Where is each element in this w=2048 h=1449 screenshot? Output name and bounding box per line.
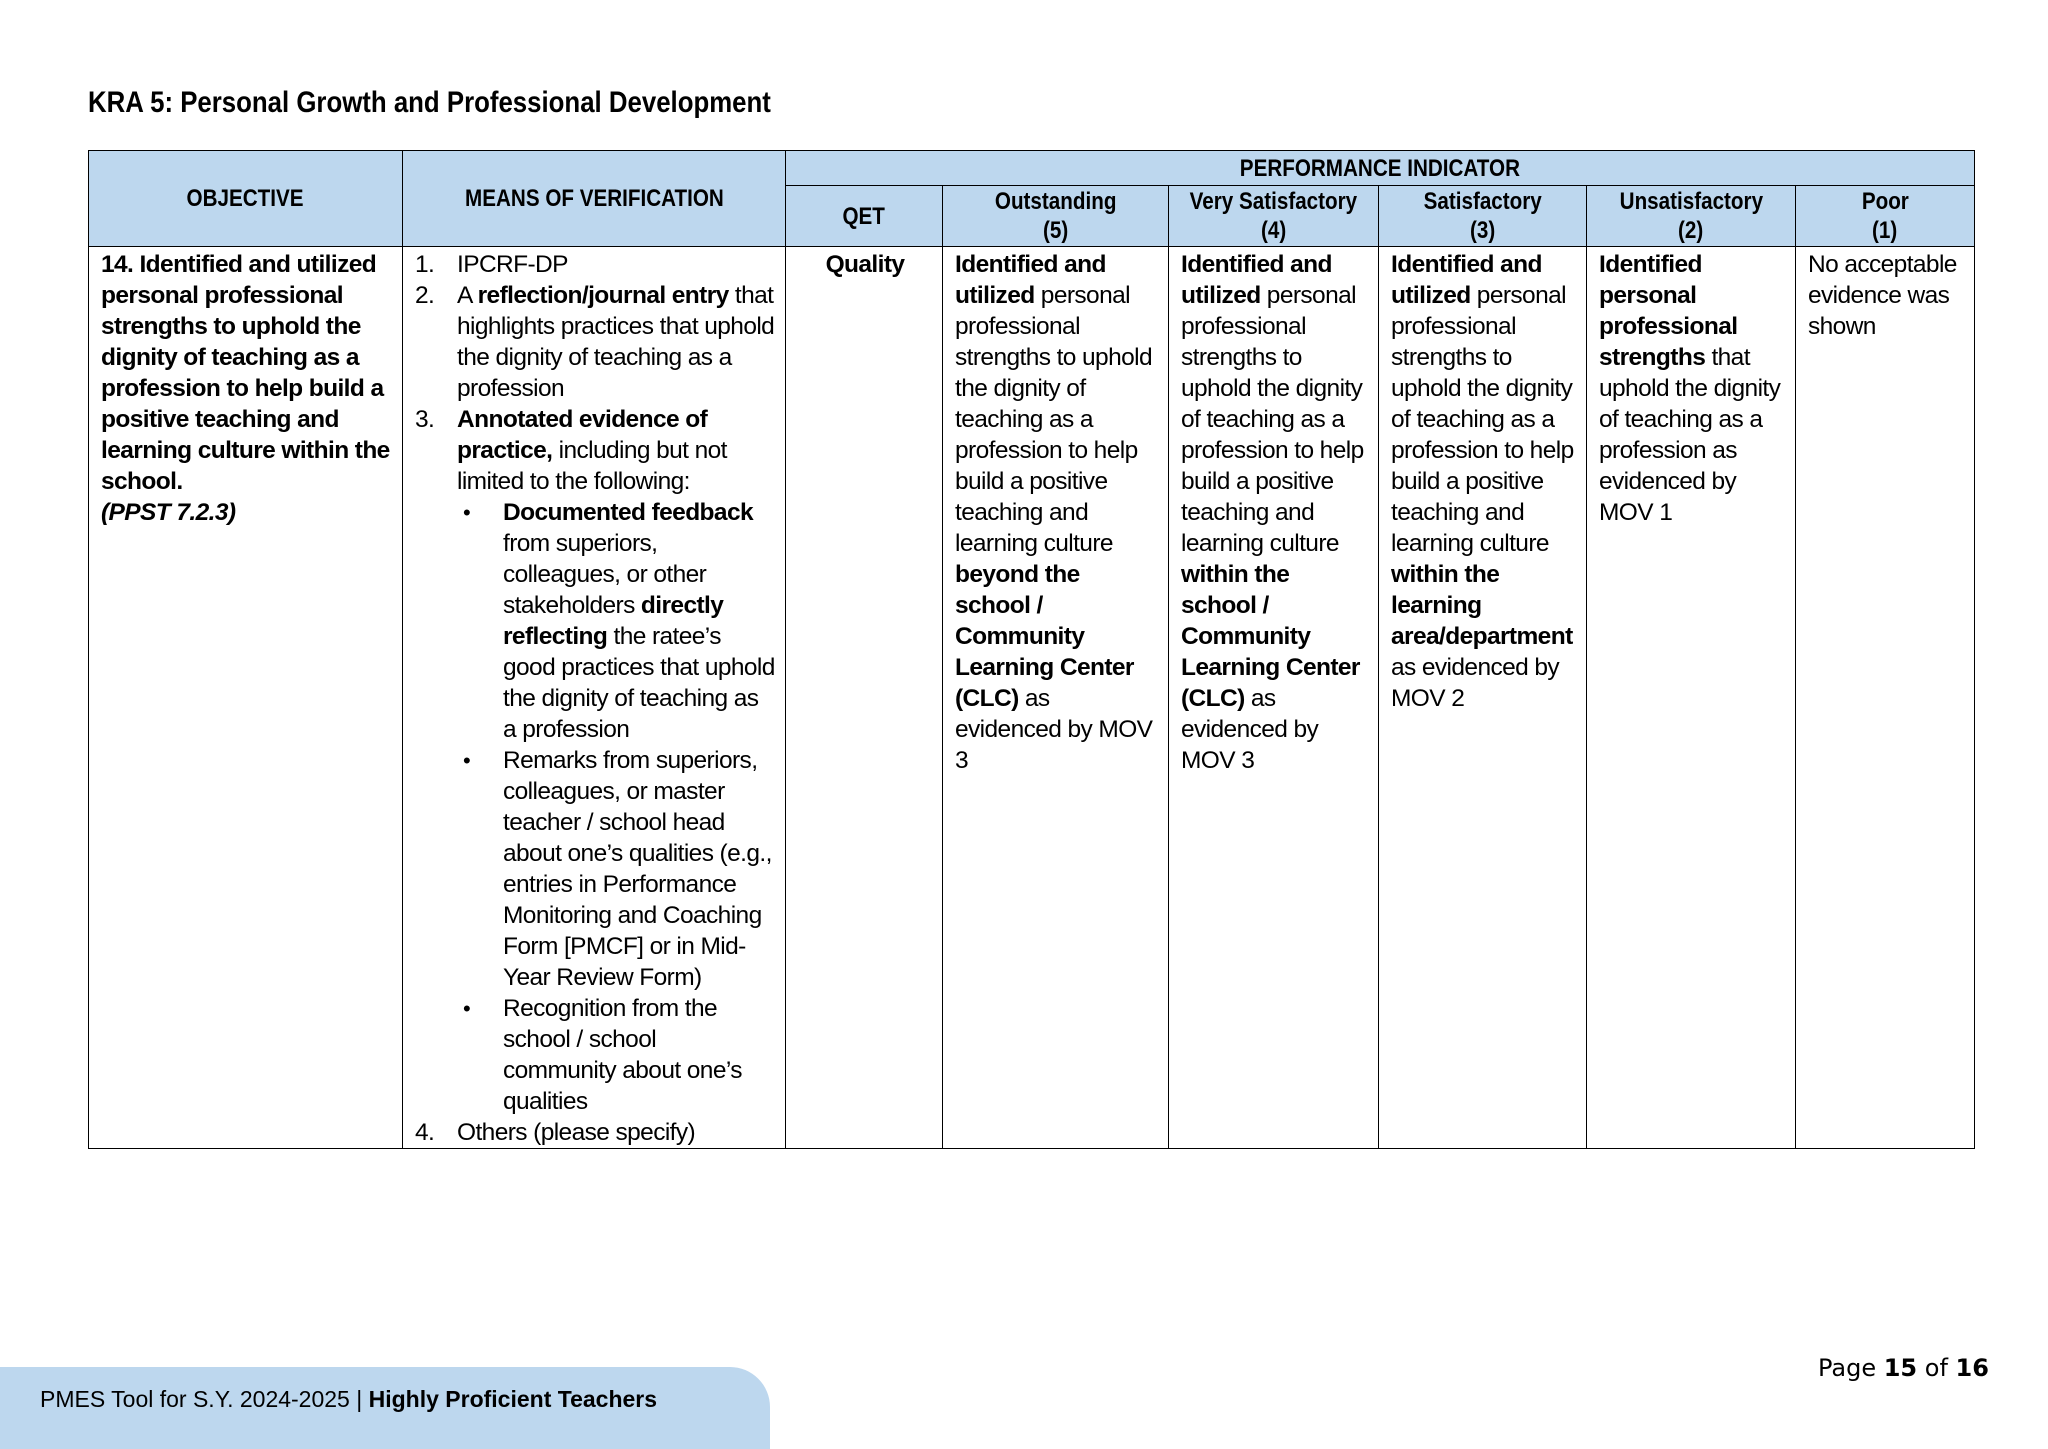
mov-bullet: • Recognition from the school / school community about one’s qualities bbox=[503, 993, 775, 1117]
unsatisfactory-cell: Identified personal professional strengths that uphold the dignity of teaching as a profession as evidenced by MOV 1 bbox=[1587, 247, 1796, 1149]
mov-item: Others (please specify) bbox=[457, 1119, 696, 1146]
header-unsatisfactory: Unsatisfactory (2) bbox=[1587, 186, 1796, 247]
outstanding-cell: Identified and utilized personal professional strengths to uphold the dignity of teaching as a profession to help build a positive teaching and learning culture beyond the school / Community Learning Center (CLC) as evidenced by MOV 3 bbox=[943, 247, 1169, 1149]
mov-list bbox=[415, 249, 775, 1148]
header-outstanding: Outstanding (5) bbox=[943, 186, 1169, 247]
mov-bullet: • Remarks from superiors, colleagues, or master teacher / school head about one’s qualities (e.g., entries in Performance Monitoring and Coaching Form [PMCF] or in Mid-Year Review Form) bbox=[503, 745, 775, 993]
very-satisfactory-cell: Identified and utilized personal professional strengths to uphold the dignity of teaching as a profession to help build a positive teaching and learning culture within the school / Community Learning Center (CLC) as evidenced by MOV 3 bbox=[1169, 247, 1379, 1149]
objective-reference: (PPST 7.2.3) bbox=[101, 499, 236, 526]
rubric-table bbox=[88, 150, 1975, 1149]
header-satisfactory: Satisfactory (3) bbox=[1379, 186, 1587, 247]
header-qet: QET bbox=[786, 186, 943, 247]
mov-item: IPCRF-DP bbox=[457, 251, 568, 278]
poor-cell: No acceptable evidence was shown bbox=[1796, 247, 1975, 1149]
satisfactory-cell: Identified and utilized personal professional strengths to uphold the dignity of teaching as a profession to help build a positive teaching and learning culture within the learning area/department as evidenced by MOV 2 bbox=[1379, 247, 1587, 1149]
header-performance-indicator: PERFORMANCE INDICATOR bbox=[786, 151, 1975, 186]
footer-audience: Highly Proficient Teachers bbox=[368, 1386, 658, 1412]
table-row bbox=[89, 247, 1975, 1149]
mov-cell bbox=[403, 247, 786, 1149]
objective-text: 14. Identified and utilized personal professional strengths to uphold the dignity of teaching as a profession to help build a positive teaching and learning culture within the school. bbox=[101, 251, 390, 495]
header-means-of-verification: MEANS OF VERIFICATION bbox=[403, 151, 786, 247]
mov-item: Annotated evidence of practice, including but not limited to the following: • Documented feedback from superiors, colleagues, or other stakeholders directly reflecting the ratee’s good practices that uphold the dignity of teaching as a profession • Remarks from superiors, colleagues, or master teacher / school head about one’s qualities (e.g., entries in Performance Monitoring and Coaching Form [PMCF] or in Mid-Year Review Form) • Recognition from the school / school community about one’s qualities bbox=[457, 404, 775, 1117]
qet-cell: Quality bbox=[786, 247, 943, 1149]
header-poor: Poor (1) bbox=[1796, 186, 1975, 247]
page-number: Page 15 of 16 bbox=[1818, 1354, 1989, 1382]
page-title: KRA 5: Personal Growth and Professional Development bbox=[88, 86, 771, 119]
mov-item: A reflection/journal entry that highlights practices that uphold the dignity of teaching as a profession bbox=[457, 282, 775, 402]
header-very-satisfactory: Very Satisfactory (4) bbox=[1169, 186, 1379, 247]
mov-bullet: • Documented feedback from superiors, colleagues, or other stakeholders directly reflecting the ratee’s good practices that uphold the dignity of teaching as a profession bbox=[503, 497, 775, 745]
mov-sublist bbox=[457, 497, 775, 1117]
objective-cell bbox=[89, 247, 403, 1149]
header-objective: OBJECTIVE bbox=[89, 151, 403, 247]
footer-label: PMES Tool for S.Y. 2024-2025 | Highly Proficient Teachers bbox=[40, 1386, 658, 1412]
header-row-1 bbox=[89, 151, 1975, 186]
